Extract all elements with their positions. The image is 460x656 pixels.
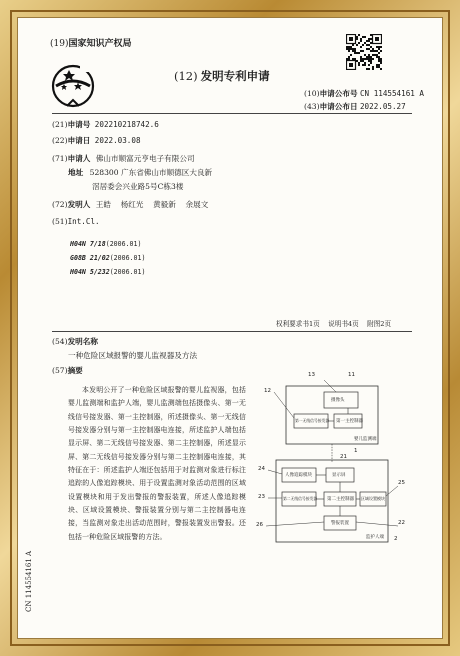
inventors-value: 王皓 杨红光 黄毅新 余展文 <box>95 200 209 209</box>
pubdate-line <box>304 101 406 112</box>
abstract-label: 摘要 <box>67 366 83 375</box>
figure-label-22: 22 <box>398 520 405 526</box>
appno-value: 202210218742.6 <box>94 120 159 129</box>
ipc-row <box>70 259 145 278</box>
inventor-label: 发明人 <box>67 200 91 209</box>
title-code: (54) <box>52 337 68 346</box>
figure-box-mcu2: 第二主控制器 <box>327 497 354 502</box>
figure-box-mcu1: 第一主控制器 <box>336 419 363 424</box>
patent-document-page <box>17 17 443 639</box>
title-label: 发明名称 <box>67 337 98 346</box>
filedate-value: 2022.03.08 <box>94 136 141 145</box>
figure-label-23: 23 <box>258 494 265 500</box>
figure-label-11: 11 <box>348 372 355 378</box>
figure-label-1: 1 <box>354 448 358 454</box>
figure-label-2: 2 <box>394 536 398 542</box>
applicant-value: 佛山市顺富元亨电子有限公司 <box>95 154 195 163</box>
address-label: 地址 <box>68 168 84 177</box>
appno-code: (21) <box>52 120 68 129</box>
abstract-code: (57) <box>52 366 68 375</box>
doc-type: 发明专利申请 <box>200 69 270 83</box>
filedate-line <box>52 135 141 146</box>
figure-label-25: 25 <box>398 480 405 486</box>
office-line <box>50 36 132 49</box>
title-line <box>52 336 98 347</box>
abstract-header <box>52 365 83 376</box>
office-name: 国家知识产权局 <box>68 39 132 49</box>
address-line1: 528300 广东省佛山市顺德区大良新 <box>89 168 213 177</box>
appno-label: 申请号 <box>67 120 91 129</box>
ipc-date: (2006.01) <box>105 240 142 248</box>
figure-box-camera: 摄像头 <box>331 398 345 403</box>
pubdate-code: (43) <box>304 102 320 111</box>
ipc-date: (2006.01) <box>109 254 146 262</box>
address-line2: 滘居委会兴业路5号C栋3楼 <box>92 182 184 191</box>
figure-guardian-end-label: 监护人端 <box>366 535 384 540</box>
ipc-date: (2006.01) <box>109 268 146 276</box>
inventor-line <box>52 199 208 210</box>
figure-label-24: 24 <box>258 466 265 472</box>
abstract-figure <box>254 370 414 548</box>
ipc-code: G08B 21/02 <box>70 254 110 262</box>
invention-title: 一种危险区域报警的婴儿监视器及方法 <box>68 351 198 360</box>
applicant-label: 申请人 <box>67 154 91 163</box>
ipc-code: H04N 5/232 <box>70 268 110 276</box>
intcl-line <box>52 217 100 226</box>
office-code: (19) <box>50 39 69 49</box>
doc-type-line <box>174 68 270 84</box>
ipc-code: H04N 7/18 <box>70 240 106 248</box>
pubno-line <box>304 88 424 99</box>
figure-box-display: 显示屏 <box>332 473 346 478</box>
biblio-rule <box>52 331 412 332</box>
figure-label-21: 21 <box>340 454 347 460</box>
address-line <box>68 167 212 178</box>
figure-box-wireless2: 第二无线信号接发器 <box>283 496 318 501</box>
intcl-code: (51) <box>52 217 68 226</box>
pubdate-value: 2022.05.27 <box>359 102 406 111</box>
pages-note: 权利要求书1页 说明书4页 附图2页 <box>276 320 392 328</box>
pubno-value: CN 114554161 A <box>359 89 424 98</box>
abstract-text: 本发明公开了一种危险区域报警的婴儿监视器，包括婴儿监测端和监护人端，婴儿监测端包括摄像头、第一无线信号接发器、第一主控制器，所述摄像头、第一无线信号接发器分别与第一主控制器电连接，所述监护人端包括显示屏、第二无线信号接发器、第二主控制器，所述显示屏、第二无线信号接发器分别与第二主控制器电连接，其特征在于：所述监护人端还包括用于对监测对象进行标注追踪的人像追踪模块、用于设置监测对象活动范围的区域设置模块和用于发出警报的警报装置，所述人像追踪模块、区域设置模块、警报装置分别与第二主控制器电连接，当监测对象走出活动范围时，警报装置发出警报。还包括一种危险区域报警的方法。 <box>68 386 246 541</box>
inventor-code: (72) <box>52 200 68 209</box>
appno-line <box>52 119 159 130</box>
figure-label-12: 12 <box>264 388 271 394</box>
intcl-label: Int.Cl. <box>67 217 100 226</box>
pubno-label: 申请公布号 <box>319 89 358 98</box>
pubdate-label: 申请公布日 <box>319 102 358 111</box>
filedate-label: 申请日 <box>67 136 91 145</box>
figure-box-wireless1: 第一无线信号接发器 <box>295 418 330 423</box>
cnipa-emblem-icon <box>50 62 96 118</box>
applicant-code: (71) <box>52 154 68 163</box>
applicant-line <box>52 153 195 164</box>
pubno-code: (10) <box>304 89 320 98</box>
header-rule <box>52 113 412 114</box>
figure-box-face: 人像追踪模块 <box>285 473 312 478</box>
figure-label-26: 26 <box>256 522 263 528</box>
doc-code: (12) <box>174 69 198 83</box>
qr-code-icon <box>346 34 382 70</box>
filedate-code: (22) <box>52 136 68 145</box>
figure-box-region: 区域设置模块 <box>361 496 385 501</box>
figure-label-13: 13 <box>308 372 315 378</box>
figure-box-alarm: 警报装置 <box>331 521 349 526</box>
side-pubno: CN 114554161 A <box>25 550 33 612</box>
figure-baby-end-label: 婴儿监测端 <box>354 437 377 442</box>
